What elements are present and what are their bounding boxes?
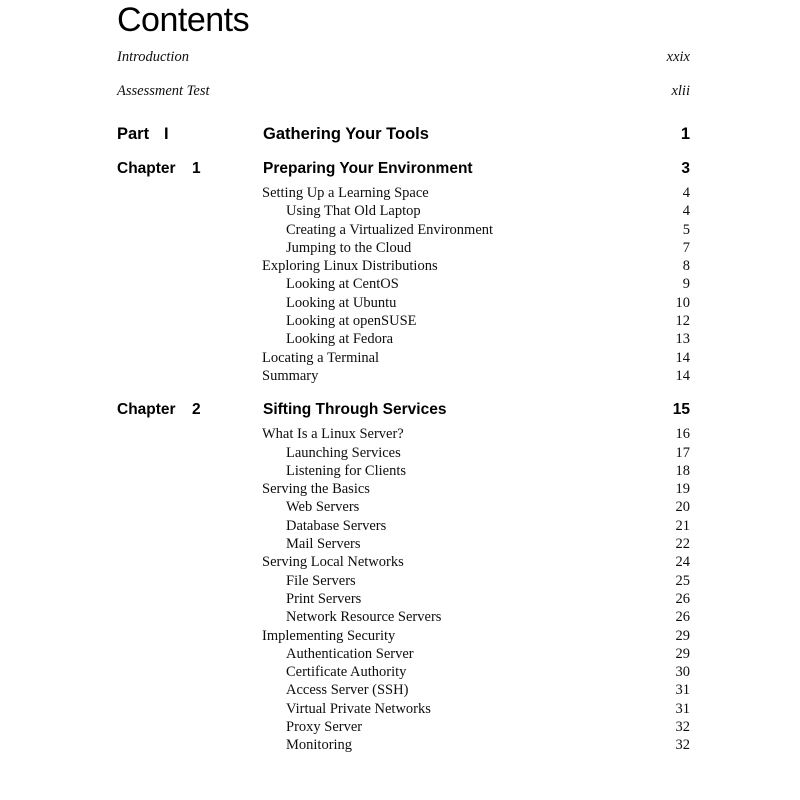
toc-entry-row: [117, 700, 690, 718]
toc-entry-row: [117, 608, 690, 626]
toc-entry-row: [117, 330, 690, 348]
front-matter-row-assessment-test: [117, 82, 690, 100]
toc-entry-page: 17: [675, 444, 690, 461]
toc-entry-page: 29: [675, 627, 690, 644]
toc-entry-page: 18: [675, 462, 690, 479]
front-matter-row-introduction: [117, 48, 690, 66]
toc-entry-page: 24: [675, 554, 690, 571]
toc-entry-row: [117, 535, 690, 553]
toc-entry-row: [117, 367, 690, 385]
toc-entry-page: 8: [682, 258, 690, 275]
toc-entry-label: Locating a Terminal: [262, 349, 380, 366]
toc-entry-row: [117, 202, 690, 220]
toc-entry-label: Print Servers: [286, 590, 362, 607]
toc-entry-page: 7: [682, 239, 690, 256]
toc-entry-row: [117, 349, 690, 367]
toc-entry-row: [117, 627, 690, 645]
toc-entry-label: What Is a Linux Server?: [262, 426, 404, 443]
toc-entry-page: 16: [675, 426, 690, 443]
front-matter-page-number: xlii: [671, 83, 690, 99]
toc-entry-label: Creating a Virtualized Environment: [286, 221, 494, 238]
toc-entry-label: Jumping to the Cloud: [286, 239, 412, 256]
toc-entry-row: [117, 312, 690, 330]
toc-entry-page: 4: [682, 203, 690, 220]
toc-entry-label: Database Servers: [286, 517, 387, 534]
chapter-entries: [117, 425, 690, 754]
toc-kind-label: Part: [117, 125, 150, 143]
toc-entry-label: Certificate Authority: [286, 664, 407, 681]
toc-entry-row: [117, 517, 690, 535]
toc-entry-page: 21: [675, 517, 690, 534]
toc-entry-label: Implementing Security: [262, 627, 396, 644]
page-title: Contents: [117, 1, 250, 39]
toc-entry-label: Authentication Server: [286, 645, 414, 662]
toc-entry-row: [117, 294, 690, 312]
toc-entry-label: Setting Up a Learning Space: [262, 185, 429, 201]
toc-entry-row: [117, 444, 690, 462]
toc-entry-label: Access Server (SSH): [286, 682, 409, 699]
toc-entry-row: [117, 498, 690, 516]
toc-entry-label: Looking at Ubuntu: [286, 294, 397, 311]
toc-entry-page: 26: [675, 609, 690, 626]
toc-entry-row: [117, 275, 690, 293]
toc-kind-label: Chapter: [117, 401, 176, 419]
toc-entry-label: Mail Servers: [286, 536, 361, 553]
toc-title: Sifting Through Services: [263, 401, 447, 419]
front-matter-page-number: xxix: [666, 49, 690, 65]
chapter-entries: [117, 184, 690, 385]
toc-entry-row: [117, 736, 690, 754]
toc-entry-row: [117, 645, 690, 663]
toc-title: Preparing Your Environment: [263, 160, 473, 177]
toc-entry-page: 10: [675, 294, 690, 311]
toc-page-number: 15: [672, 401, 690, 419]
toc-entry-page: 32: [675, 719, 690, 736]
toc-entry-page: 31: [675, 682, 690, 699]
toc-number: 1: [192, 160, 201, 177]
toc-entry-page: 32: [675, 737, 690, 754]
toc-entry-page: 22: [675, 536, 690, 553]
front-matter-label: Introduction: [117, 49, 189, 65]
toc-entry-page: 12: [675, 313, 690, 330]
toc-page-number: 1: [680, 125, 690, 143]
toc-entry-row: [117, 184, 690, 202]
toc-entry-row: [117, 239, 690, 257]
toc-entry-label: Exploring Linux Distributions: [262, 258, 438, 275]
front-matter-label: Assessment Test: [117, 83, 210, 99]
toc-entry-row: [117, 663, 690, 681]
toc-entry-page: 31: [675, 700, 690, 717]
toc-entry-page: 26: [675, 590, 690, 607]
toc-entry-page: 30: [675, 664, 690, 681]
toc-entry-page: 5: [682, 221, 690, 238]
toc-entry-row: [117, 257, 690, 275]
toc-entry-row: [117, 553, 690, 571]
toc-entry-page: 4: [682, 185, 690, 201]
chapter-heading-row: [117, 159, 690, 179]
toc-entry-label: Proxy Server: [286, 719, 363, 736]
toc-entry-row: [117, 590, 690, 608]
toc-entry-row: [117, 572, 690, 590]
toc-entry-label: Network Resource Servers: [286, 609, 442, 626]
toc-entry-label: Using That Old Laptop: [286, 203, 421, 220]
toc-entry-label: Launching Services: [286, 444, 401, 461]
toc-entry-label: Monitoring: [286, 737, 353, 754]
toc-entry-label: Looking at CentOS: [286, 276, 399, 293]
toc-entry-page: 9: [682, 276, 690, 293]
toc-number: 2: [192, 401, 201, 419]
toc-entry-label: Serving Local Networks: [262, 554, 404, 571]
toc-entry-row: [117, 681, 690, 699]
toc-entry-row: [117, 221, 690, 239]
toc-entry-label: Summary: [262, 367, 319, 384]
toc-entry-label: Web Servers: [286, 499, 360, 516]
toc-entry-label: Listening for Clients: [286, 462, 407, 479]
toc-entry-label: Looking at openSUSE: [286, 313, 417, 330]
toc-entry-page: 13: [675, 331, 690, 348]
toc-sections: [117, 124, 690, 755]
toc-page-number: 3: [681, 160, 690, 177]
toc-entry-label: Virtual Private Networks: [286, 700, 431, 717]
toc-number: I: [164, 125, 169, 143]
toc-entry-page: 25: [675, 572, 690, 589]
toc-entry-row: [117, 462, 690, 480]
toc-entry-row: [117, 425, 690, 443]
toc-entry-row: [117, 480, 690, 498]
toc-kind-label: Chapter: [117, 160, 176, 177]
toc-title: Gathering Your Tools: [263, 125, 429, 143]
toc-entry-page: 20: [675, 499, 690, 516]
toc-entry-row: [117, 718, 690, 736]
toc-entry-page: 14: [675, 367, 690, 384]
toc-entry-label: Serving the Basics: [262, 481, 370, 498]
contents-column: [117, 0, 690, 755]
toc-entry-page: 14: [675, 349, 690, 366]
toc-entry-label: Looking at Fedora: [286, 331, 394, 348]
toc-entry-label: File Servers: [286, 572, 356, 589]
toc-entry-page: 29: [675, 645, 690, 662]
toc-entry-page: 19: [675, 481, 690, 498]
chapter-heading-row: [117, 400, 690, 420]
part-heading-row: [117, 124, 690, 144]
